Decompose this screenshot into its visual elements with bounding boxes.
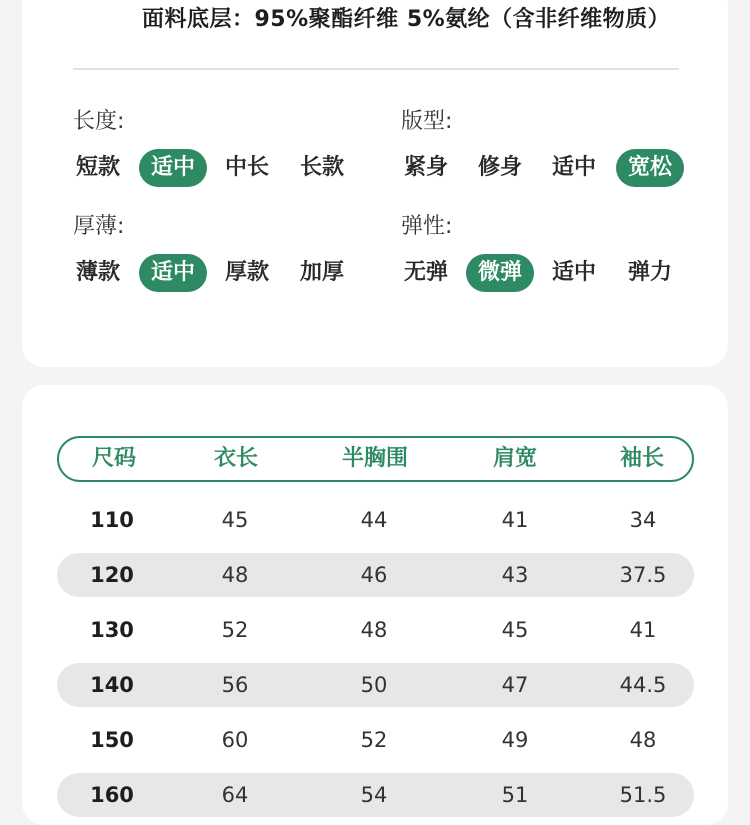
cell-length: 64: [221, 783, 249, 807]
cell-sleeve: 48: [629, 728, 657, 752]
attr-title: 长度:: [73, 109, 125, 134]
table-row: [57, 608, 694, 652]
cell-length: 52: [221, 618, 249, 642]
cell-half-chest: 50: [360, 673, 388, 697]
divider: [73, 68, 679, 70]
cell-size: 150: [90, 728, 134, 752]
attr-fit: [401, 107, 672, 191]
col-header-half-chest: 半胸围: [341, 446, 409, 471]
attr-option-selected: 宽松: [616, 149, 684, 187]
attr-option: 加厚: [299, 260, 344, 285]
attr-option: 适中: [551, 155, 596, 180]
attr-option: 中长: [224, 155, 269, 180]
attr-option: 薄款: [75, 260, 120, 285]
fabric-composition: 面料底层：95%聚酯纤维 5%氨纶（含非纤维物质）: [142, 7, 671, 32]
cell-length: 56: [221, 673, 249, 697]
cell-shoulder: 51: [501, 783, 529, 807]
attr-option: 厚款: [224, 260, 269, 285]
cell-half-chest: 46: [360, 563, 388, 587]
cell-size: 140: [90, 673, 134, 697]
cell-shoulder: 45: [501, 618, 529, 642]
attr-option-selected: 微弹: [466, 254, 534, 292]
cell-sleeve: 41: [629, 618, 657, 642]
attr-option: 紧身: [403, 155, 448, 180]
cell-half-chest: 44: [360, 508, 388, 532]
attr-option: 弹力: [627, 260, 672, 285]
attr-title: 弹性:: [401, 214, 453, 239]
col-header-size: 尺码: [91, 446, 137, 471]
cell-size: 110: [90, 508, 134, 532]
attr-option: 无弹: [403, 260, 448, 285]
attr-options: [73, 149, 344, 191]
table-row: [57, 553, 694, 597]
cell-shoulder: 43: [501, 563, 529, 587]
attr-title: 厚薄:: [73, 214, 125, 239]
cell-length: 60: [221, 728, 249, 752]
table-row: [57, 718, 694, 762]
cell-sleeve: 34: [629, 508, 657, 532]
cell-size: 120: [90, 563, 134, 587]
cell-shoulder: 47: [501, 673, 529, 697]
attr-title: 版型:: [401, 109, 453, 134]
cell-sleeve: 37.5: [619, 563, 667, 587]
cell-length: 48: [221, 563, 249, 587]
attr-thickness: [73, 212, 344, 296]
attr-options: [401, 149, 672, 191]
attr-elasticity: [401, 212, 672, 296]
attr-length: [73, 107, 344, 191]
cell-shoulder: 49: [501, 728, 529, 752]
attr-option: 适中: [551, 260, 596, 285]
col-header-length: 衣长: [213, 446, 259, 471]
cell-length: 45: [221, 508, 249, 532]
attr-options: [401, 254, 672, 296]
attr-option: 长款: [299, 155, 344, 180]
attr-option-selected: 适中: [139, 254, 207, 292]
col-header-sleeve: 袖长: [619, 446, 665, 471]
cell-size: 130: [90, 618, 134, 642]
attr-option: 修身: [477, 155, 522, 180]
cell-size: 160: [90, 783, 134, 807]
size-table-header: [57, 436, 694, 482]
cell-sleeve: 44.5: [619, 673, 667, 697]
cell-half-chest: 52: [360, 728, 388, 752]
table-row: [57, 498, 694, 542]
attr-options: [73, 254, 344, 296]
fabric-attributes-card: [22, 0, 728, 367]
cell-half-chest: 54: [360, 783, 388, 807]
cell-sleeve: 51.5: [619, 783, 667, 807]
cell-half-chest: 48: [360, 618, 388, 642]
table-row: [57, 663, 694, 707]
cell-shoulder: 41: [501, 508, 529, 532]
col-header-shoulder: 肩宽: [492, 446, 538, 471]
table-row: [57, 773, 694, 817]
attr-option: 短款: [75, 155, 120, 180]
attr-option-selected: 适中: [139, 149, 207, 187]
